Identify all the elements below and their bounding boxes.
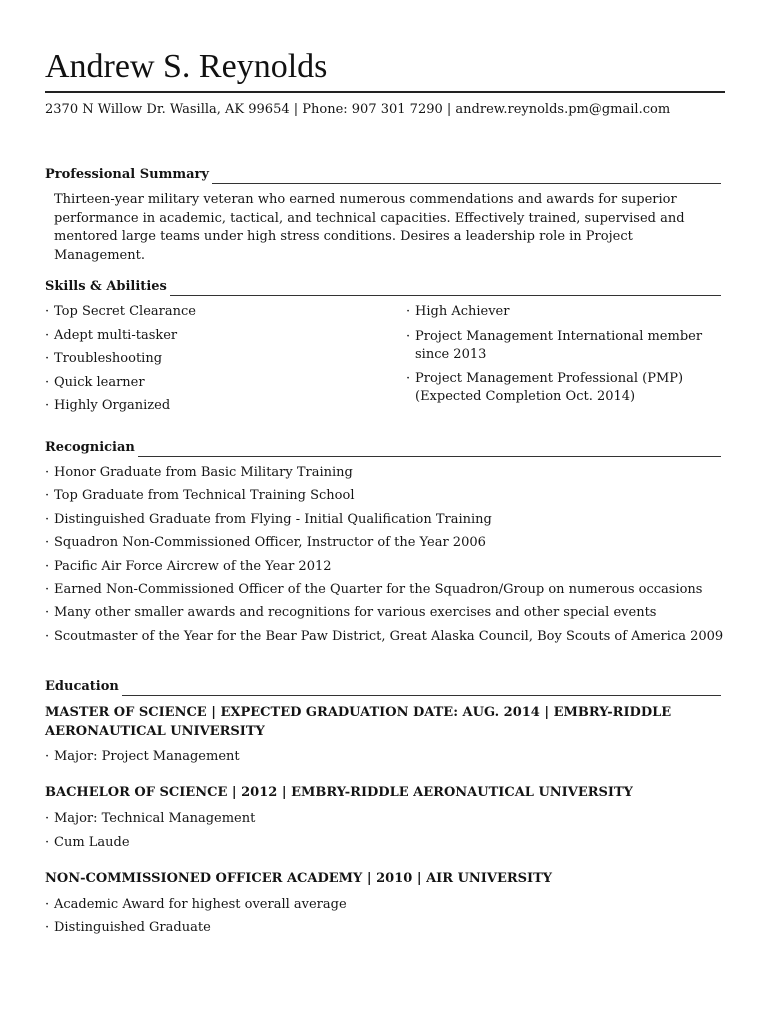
skill-item: · High Achiever [406,303,706,322]
recognition-item: · Scoutmaster of the Year for the Bear Paw District, Great Alaska Council, Boy Scouts of America 2009 [45,628,725,645]
recognition-item: · Many other smaller awards and recognitions for various exercises and other special events [45,604,725,621]
skills-heading [45,278,721,296]
degree-details [45,810,725,851]
degree-detail: · Major: Technical Management [45,810,725,827]
degree-details [45,896,725,936]
degree-detail: · Major: Project Management [45,748,725,765]
skills-heading-label: Skills & Abilities [45,279,167,294]
skill-item: · Project Management Professional (PMP)(Expected Completion Oct. 2014) [406,370,685,407]
skill-item: · Adept multi-tasker [45,327,385,344]
education-heading-rule [122,681,721,696]
degree-title: MASTER OF SCIENCE | EXPECTED GRADUATION DATE: AUG. 2014 | EMBRY-RIDDLE AERONAUTICAL UNIVERSITY [45,705,672,739]
degree-detail: · Academic Award for highest overall average [45,896,725,913]
recognition-heading-label: Recognician [45,440,135,455]
skill-item: · Quick learner [45,374,385,391]
recognition-item: · Honor Graduate from Basic Military Training [45,464,725,481]
skills-list-right [406,303,706,407]
summary-heading-rule [212,169,721,184]
recognition-list [45,464,725,645]
degree-title: NON-COMMISSIONED OFFICER ACADEMY | 2010 | AIR UNIVERSITY [45,871,553,886]
recognition-heading-rule [138,442,721,457]
skill-item: · Troubleshooting [45,350,385,367]
recognition-item: · Earned Non-Commissioned Officer of the Quarter for the Squadron/Group on numerous occasions [45,581,725,598]
degree-title: BACHELOR OF SCIENCE | 2012 | EMBRY-RIDDLE AERONAUTICAL UNIVERSITY [45,785,633,800]
education-heading [45,678,721,696]
skills-heading-rule [170,281,721,296]
recognition-item: · Top Graduate from Technical Training School [45,487,725,504]
summary-heading-label: Professional Summary [45,167,209,182]
recognition-item: · Pacific Air Force Aircrew of the Year 2012 [45,558,725,575]
skill-item: · Highly Organized [45,397,385,414]
degree-detail: · Cum Laude [45,834,725,851]
contact-line: 2370 N Willow Dr. Wasilla, AK 99654 | Phone: 907 301 7290 | andrew.reynolds.pm@gmail.com [45,102,671,117]
recognition-item: · Squadron Non-Commissioned Officer, Instructor of the Year 2006 [45,534,725,551]
summary-heading [45,166,721,184]
skill-item: · Top Secret Clearance [45,303,385,320]
skills-list-left [45,303,385,414]
recognition-heading [45,439,721,457]
degree-detail: · Distinguished Graduate [45,919,725,936]
summary-text: Thirteen-year military veteran who earned numerous commendations and awards for superior performance in academic, tactical, and technical capacities. Effectively trained, supervised and mentored large teams under high stress conditions. Desires a leadership role in Project Management. [54,192,685,263]
name-divider [45,91,725,93]
education-heading-label: Education [45,679,119,694]
recognition-item: · Distinguished Graduate from Flying - Initial Qualification Training [45,511,725,528]
skill-item: · Project Management International member since 2013 [406,328,706,365]
degree-details [45,748,725,765]
applicant-name: Andrew S. Reynolds [45,48,328,85]
